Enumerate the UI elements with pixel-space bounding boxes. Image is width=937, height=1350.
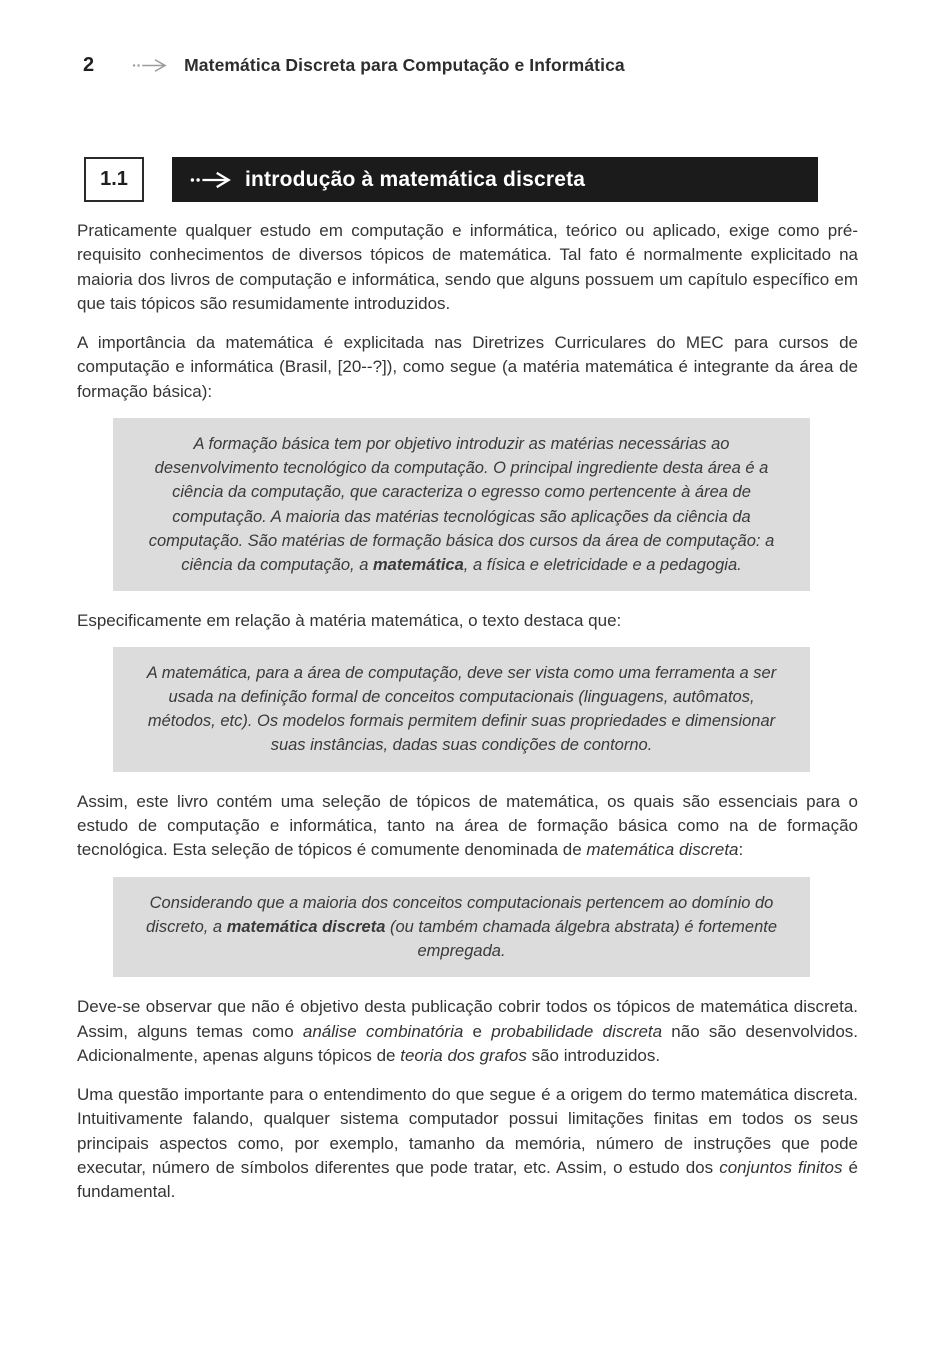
dotted-arrow-icon (190, 171, 232, 189)
text-segment: Praticamente qualquer estudo em computação e informática, teórico ou aplicado, exige como pré-requisito conhecimentos de diversos tópicos de matemática. Tal fato é normalmente explicitado na maioria dos livros de computação e informática, sendo que alguns possuem um capítulo específico em que tais tópicos são resumidamente introduzidos. (77, 221, 858, 314)
text-segment: probabilidade discreta (491, 1021, 663, 1041)
text-segment: é fundamental. (77, 1157, 858, 1202)
text-segment: Uma questão importante para o entendimento do que segue é a origem do termo matemática discreta. Intuitivamente falando, qualquer sistema computador possui limitações finitas em todos os seus principais aspectos como, por exemplo, tamanho da memória, número de instruções que pode executar, número de símbolos diferentes que pode tratar, etc. Assim, o estudo dos (77, 1084, 858, 1177)
body-paragraph (77, 790, 858, 863)
text-segment: e (463, 1021, 492, 1041)
body-paragraph (77, 609, 858, 633)
text-segment: análise combinatória (302, 1021, 464, 1041)
body-paragraph (77, 1083, 858, 1205)
text-segment: matemática discreta (226, 918, 386, 937)
article-body (77, 219, 858, 1205)
text-segment: não são desenvolvidos. Adicionalmente, apenas alguns tópicos de (77, 1021, 858, 1066)
page-number: 2 (83, 54, 95, 76)
section-number-box (84, 157, 144, 202)
text-segment: Deve-se observar que não é objetivo desta publicação cobrir todos os tópicos de matemática discreta. Assim, alguns temas como (77, 997, 858, 1041)
quote-block (113, 418, 810, 590)
text-segment: A formação básica tem por objetivo introduzir as matérias necessárias ao desenvolvimento tecnológico da computação. O principal ingrediente desta área é a ciência da computação, que caracteriza o egresso como pertencente à área de computação. A maioria das matérias tecnológicas são aplicações da ciência da computação. São matérias de formação básica dos cursos da área de computação: a ciência da computação, a (148, 435, 775, 574)
text-segment: , a física e eletricidade e a pedagogia. (463, 555, 742, 574)
text-segment: A matemática, para a área de computação, deve ser vista como uma ferramenta a ser usada na definição formal de conceitos computacionais (linguagens, autômatos, métodos, etc). Os modelos formais permitem definir suas propriedades e dimensionar suas instâncias, dadas suas condições de contorno. (146, 664, 777, 755)
section-heading (77, 157, 858, 202)
text-segment: : (738, 840, 744, 860)
text-segment: (ou também chamada álgebra abstrata) é fortemente empregada. (385, 918, 778, 961)
quote-block (113, 647, 810, 771)
quote-block (113, 877, 810, 977)
body-paragraph (77, 995, 858, 1068)
text-segment: Considerando que a maioria dos conceitos computacionais pertencem ao domínio do discreto, a (145, 893, 774, 937)
dotted-arrow-icon (132, 58, 168, 73)
section-title: introdução à matemática discreta (245, 167, 586, 191)
text-segment: teoria dos grafos (400, 1046, 527, 1066)
section-number: 1.1 (100, 168, 128, 190)
section-title-bar (172, 157, 818, 202)
text-segment: são introduzidos. (526, 1046, 661, 1066)
text-segment: Especificamente em relação à matéria matemática, o texto destaca que: (77, 610, 622, 630)
text-segment: matemática discreta (586, 840, 739, 860)
running-title: Matemática Discreta para Computação e Informática (184, 55, 625, 75)
running-head (83, 54, 858, 77)
text-segment: A importância da matemática é explicitada nas Diretrizes Curriculares do MEC para cursos de computação e informática (Brasil, [20--?]), como segue (a matéria matemática é integrante da área de formação básica): (77, 332, 858, 401)
text-segment: conjuntos finitos (719, 1157, 843, 1177)
text-segment: matemática (372, 555, 464, 574)
body-paragraph (77, 331, 858, 404)
body-paragraph (77, 219, 858, 317)
text-segment: Assim, este livro contém uma seleção de tópicos de matemática, os quais são essenciais para o estudo de computação e informática, tanto na área de formação básica como na de formação tecnológica. Esta seleção de tópicos é comumente denominada de (77, 791, 858, 860)
